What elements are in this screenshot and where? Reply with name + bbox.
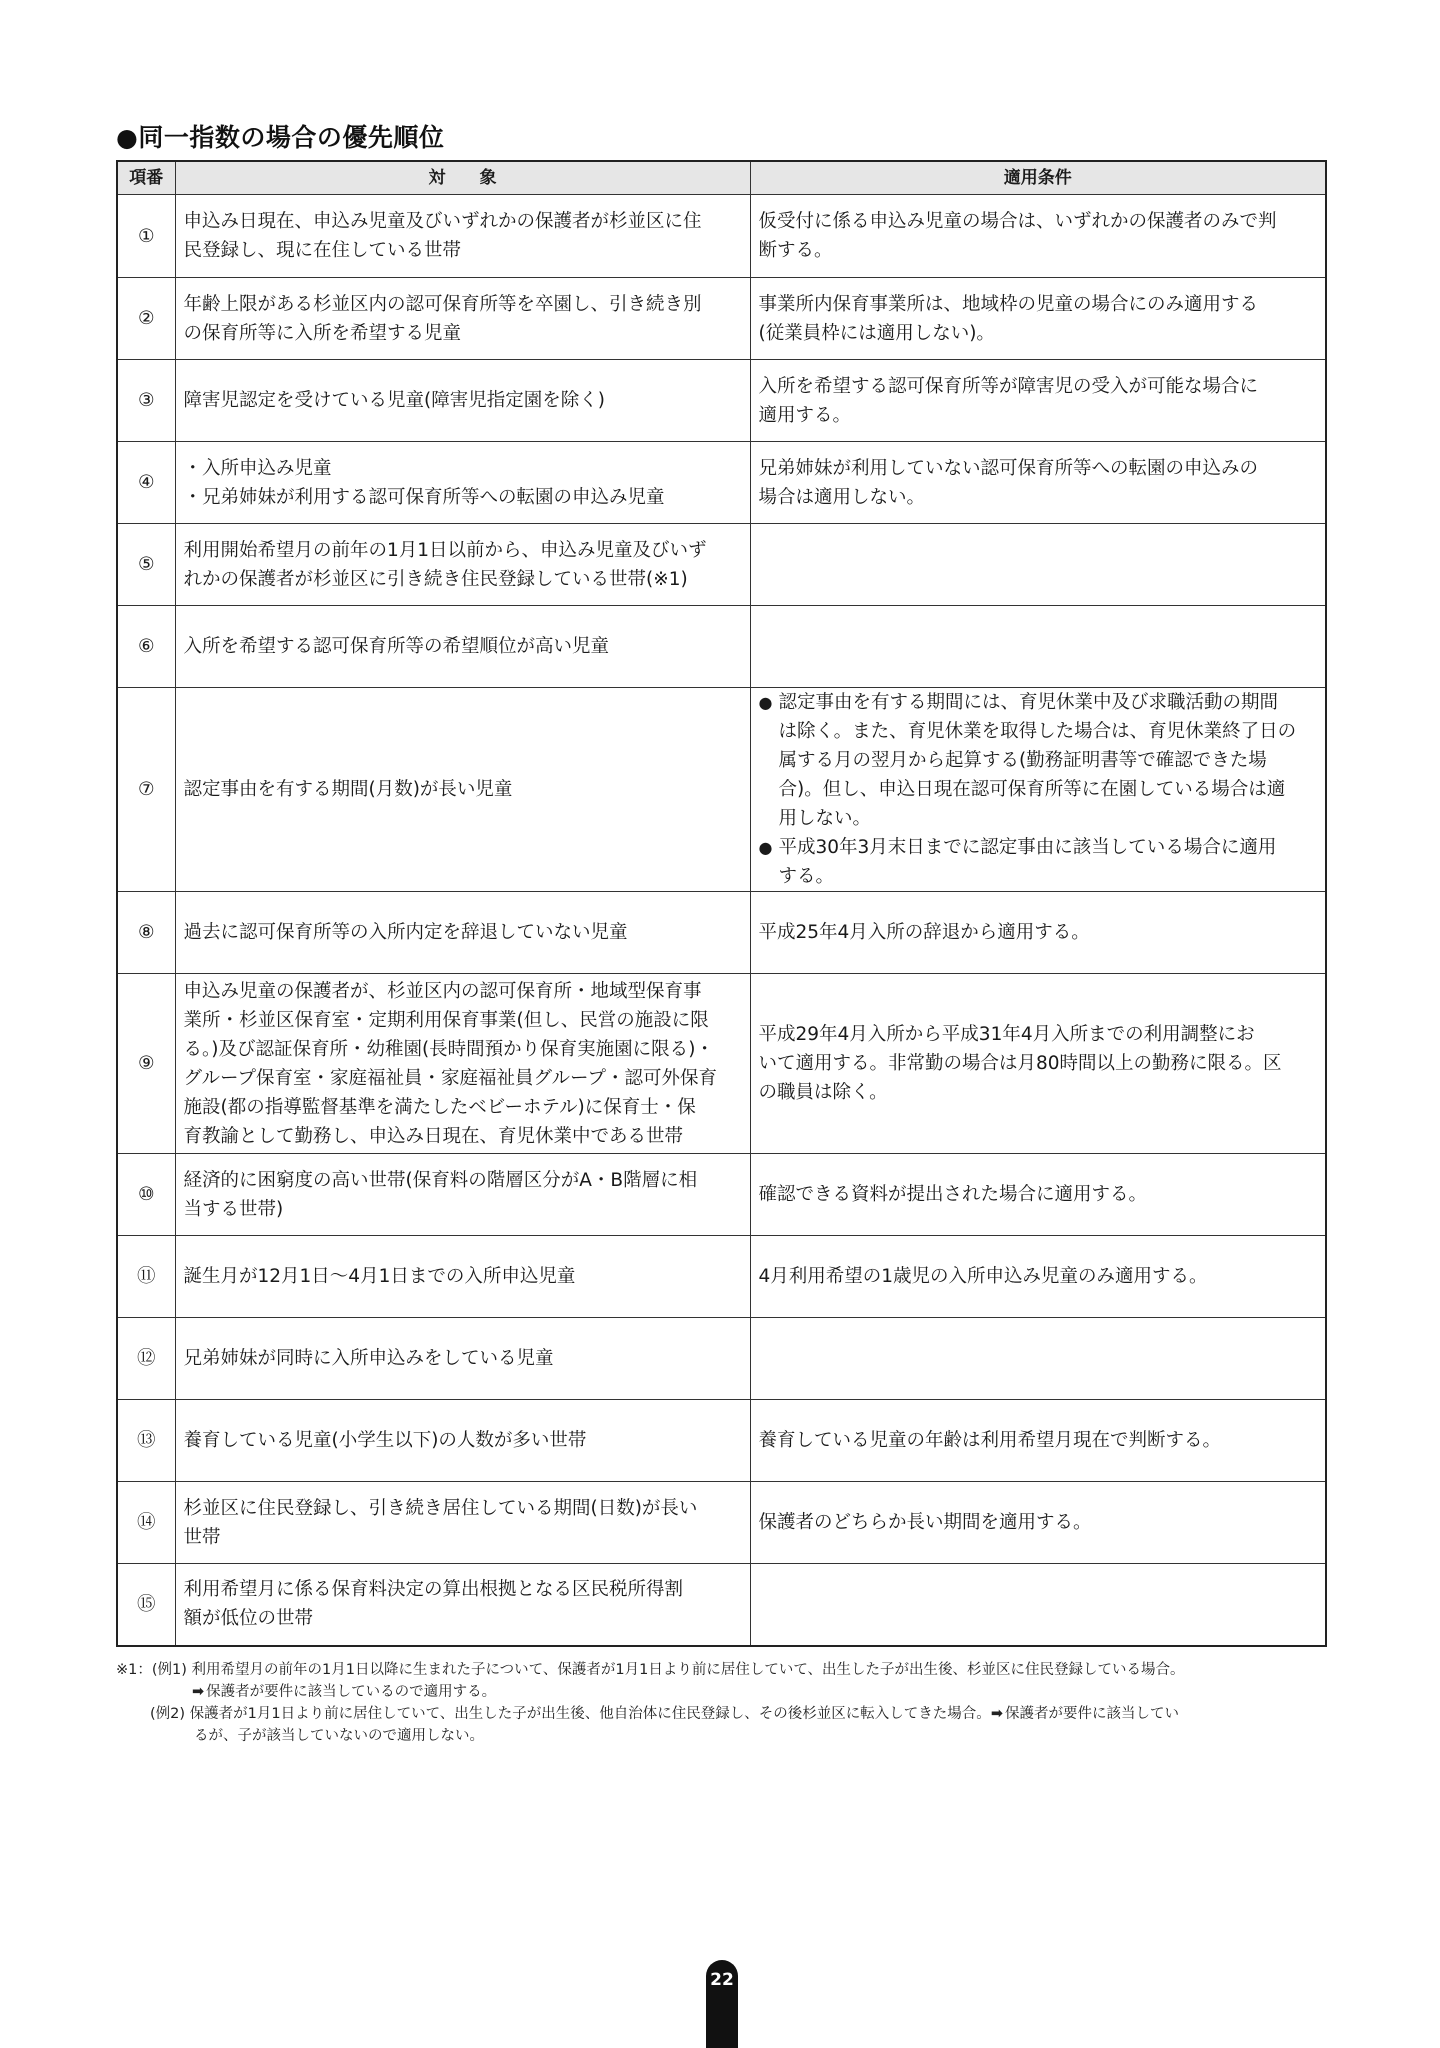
condition-cell xyxy=(750,1154,1326,1236)
cell-text-line: 養育している児童の年齢は利用希望月現在で判断する。 xyxy=(758,1430,1222,1451)
cell-text-line: 利用希望月に係る保育料決定の算出根拠となる区民税所得割 xyxy=(183,1579,684,1601)
item-number: ⑦ xyxy=(117,688,175,892)
cell-text-line: する。 xyxy=(778,866,835,887)
table-row xyxy=(117,606,1326,688)
page-title: ●同一指数の場合の優先順位 xyxy=(116,123,445,152)
table-row xyxy=(117,195,1326,278)
target-cell xyxy=(175,1482,750,1564)
cell-text-line: グループ保育室・家庭福祉員・家庭福祉員グループ・認可外保育 xyxy=(183,1067,718,1089)
cell-text-line: 申込み日現在、申込み児童及びいずれかの保護者が杉並区に住 xyxy=(183,211,702,232)
target-cell xyxy=(175,688,750,892)
item-number: ⑧ xyxy=(117,892,175,974)
condition-cell xyxy=(750,606,1326,688)
cell-text-line: 誕生月が12月1日～4月1日までの入所申込児童 xyxy=(183,1266,576,1287)
cell-text-line: 仮受付に係る申込み児童の場合は、いずれかの保護者のみで判 xyxy=(758,211,1277,232)
cell-text-line: 事業所内保育事業所は、地域枠の児童の場合にのみ適用する xyxy=(758,293,1259,315)
target-cell xyxy=(175,606,750,688)
cell-text-line: 業所・杉並区保育室・定期利用保育事業(但し、民営の施設に限 xyxy=(183,1009,709,1031)
cell-text-line: 養育している児童(小学生以下)の人数が多い世帯 xyxy=(183,1430,587,1451)
cell-text-line: 経済的に困窮度の高い世帯(保育料の階層区分がA・B階層に相 xyxy=(183,1169,698,1191)
cell-text-line: 杉並区に住民登録し、引き続き居住している期間(日数)が長い xyxy=(183,1497,698,1519)
header-condition: 適用条件 xyxy=(750,161,1326,195)
cell-text-line: の職員は除く。 xyxy=(758,1082,888,1103)
target-cell xyxy=(175,892,750,974)
cell-text-line: 育教諭として勤務し、申込み日現在、育児休業中である世帯 xyxy=(183,1125,684,1147)
cell-text-line: 属する月の翌月から起算する(勤務証明書等で確認できた場 xyxy=(778,750,1267,771)
cell-text-line: る。)及び認証保育所・幼稚園(長時間預かり保育実施園に限る)・ xyxy=(183,1038,714,1060)
target-cell xyxy=(175,1318,750,1400)
item-number: ⑥ xyxy=(117,606,175,688)
cell-text-line: 合)。但し、申込日現在認可保育所等に在園している場合は適 xyxy=(778,779,1286,800)
condition-cell xyxy=(750,195,1326,278)
arrow-right-icon: ➡ xyxy=(990,1706,1003,1722)
cell-text-line: 入所を希望する認可保育所等が障害児の受入が可能な場合に xyxy=(758,375,1259,397)
footnote-example-2 xyxy=(116,1703,1336,1725)
cell-text-line: 兄弟姉妹が同時に入所申込みをしている児童 xyxy=(183,1348,554,1369)
cell-text-line: 当する世帯) xyxy=(183,1198,284,1220)
condition-cell xyxy=(750,892,1326,974)
cell-text-line: 兄弟姉妹が利用していない認可保育所等への転園の申込みの xyxy=(758,457,1259,479)
item-number: ④ xyxy=(117,442,175,524)
item-number: ② xyxy=(117,278,175,360)
footnote-text: (例2) 保護者が1月1日より前に居住していて、出生した子が出生後、他自治体に住民登録し、その後杉並区に転入してきた場合。 xyxy=(150,1706,991,1722)
cell-text-line: いて適用する。非常勤の場合は月80時間以上の勤務に限る。区 xyxy=(758,1053,1282,1074)
cell-text-line: 民登録し、現に在住している世帯 xyxy=(183,240,462,261)
table-row xyxy=(117,892,1326,974)
cell-text-line: 平成25年4月入所の辞退から適用する。 xyxy=(758,922,1090,943)
condition-cell xyxy=(750,1236,1326,1318)
condition-bullet-item xyxy=(759,688,1318,833)
condition-cell xyxy=(750,278,1326,360)
priority-table xyxy=(116,160,1327,1647)
item-number: ③ xyxy=(117,360,175,442)
cell-text-line: 年齢上限がある杉並区内の認可保育所等を卒園し、引き続き別 xyxy=(183,293,702,315)
cell-text-line: 過去に認可保育所等の入所内定を辞退していない児童 xyxy=(183,922,628,943)
item-number: ⑬ xyxy=(117,1400,175,1482)
cell-text-line: 利用開始希望月の前年の1月1日以前から、申込み児童及びいず xyxy=(183,539,707,561)
target-cell xyxy=(175,1564,750,1646)
cell-text-line: 平成29年4月入所から平成31年4月入所までの利用調整にお xyxy=(758,1024,1255,1045)
condition-cell xyxy=(750,1482,1326,1564)
condition-cell xyxy=(750,360,1326,442)
table-row xyxy=(117,1482,1326,1564)
table-row xyxy=(117,1564,1326,1646)
target-cell xyxy=(175,195,750,278)
table-row xyxy=(117,442,1326,524)
condition-bullet-item xyxy=(759,833,1318,891)
target-cell xyxy=(175,442,750,524)
cell-text-line: ・兄弟姉妹が利用する認可保育所等への転園の申込み児童 xyxy=(183,486,665,508)
target-cell xyxy=(175,1400,750,1482)
cell-text-line: 保護者のどちらか長い期間を適用する。 xyxy=(758,1512,1092,1533)
table-row xyxy=(117,1154,1326,1236)
item-number: ⑫ xyxy=(117,1318,175,1400)
bullet-icon: ● xyxy=(758,693,773,712)
item-number: ⑤ xyxy=(117,524,175,606)
item-number: ⑭ xyxy=(117,1482,175,1564)
cell-text-line: (従業員枠には適用しない)。 xyxy=(758,322,995,344)
cell-text-line: 平成30年3月末日までに認定事由に該当している場合に適用 xyxy=(778,837,1277,858)
item-number: ① xyxy=(117,195,175,278)
page-number-tab xyxy=(706,1960,738,2048)
cell-text-line: 申込み児童の保護者が、杉並区内の認可保育所・地域型保育事 xyxy=(183,980,702,1002)
cell-text-line: 用しない。 xyxy=(778,808,872,829)
cell-text-line: 世帯 xyxy=(183,1526,221,1548)
cell-text-line: 入所を希望する認可保育所等の希望順位が高い児童 xyxy=(183,636,610,657)
footnote-example-1-result xyxy=(116,1681,1336,1703)
cell-text-line: 確認できる資料が提出された場合に適用する。 xyxy=(758,1184,1148,1205)
cell-text-line: れかの保護者が杉並区に引き続き住民登録している世帯(※1) xyxy=(183,568,688,590)
item-number: ⑩ xyxy=(117,1154,175,1236)
cell-text-line: 4月利用希望の1歳児の入所申込み児童のみ適用する。 xyxy=(758,1266,1208,1287)
condition-cell xyxy=(750,1400,1326,1482)
cell-text-line: 認定事由を有する期間には、育児休業中及び求職活動の期間 xyxy=(778,692,1279,713)
table-row xyxy=(117,688,1326,892)
arrow-right-icon: ➡ xyxy=(192,1684,205,1700)
item-number: ⑪ xyxy=(117,1236,175,1318)
target-cell xyxy=(175,360,750,442)
table-row xyxy=(117,1400,1326,1482)
item-number: ⑮ xyxy=(117,1564,175,1646)
condition-cell xyxy=(750,974,1326,1154)
header-target: 対 象 xyxy=(175,161,750,195)
condition-cell xyxy=(750,1564,1326,1646)
footnote-text: 保護者が要件に該当してい xyxy=(1004,1706,1179,1722)
cell-text-line: 場合は適用しない。 xyxy=(758,486,926,508)
table-row xyxy=(117,974,1326,1154)
condition-cell xyxy=(750,688,1326,892)
footnote-text: 保護者が要件に該当しているので適用する。 xyxy=(206,1684,497,1700)
target-cell xyxy=(175,974,750,1154)
cell-text-line: 障害児認定を受けている児童(障害児指定園を除く) xyxy=(183,390,605,411)
item-number: ⑨ xyxy=(117,974,175,1154)
cell-text-line: ・入所申込み児童 xyxy=(183,457,332,479)
target-cell xyxy=(175,278,750,360)
condition-cell xyxy=(750,442,1326,524)
cell-text-line: 適用する。 xyxy=(758,404,852,426)
condition-cell xyxy=(750,1318,1326,1400)
target-cell xyxy=(175,1154,750,1236)
header-no: 項番 xyxy=(117,161,175,195)
target-cell xyxy=(175,1236,750,1318)
cell-text-line: 施設(都の指導監督基準を満たしたベビーホテル)に保育士・保 xyxy=(183,1096,696,1118)
table-row xyxy=(117,524,1326,606)
cell-text-line: の保育所等に入所を希望する児童 xyxy=(183,322,462,344)
page-number: 22 xyxy=(710,1970,734,1990)
footnote-example-2-continued: るが、子が該当していないので適用しない。 xyxy=(194,1728,484,1744)
bullet-icon: ● xyxy=(758,838,773,857)
table-row xyxy=(117,278,1326,360)
cell-text-line: 断する。 xyxy=(758,240,833,261)
table-header-row xyxy=(117,161,1326,195)
table-row xyxy=(117,360,1326,442)
condition-cell xyxy=(750,524,1326,606)
target-cell xyxy=(175,524,750,606)
table-row xyxy=(117,1318,1326,1400)
cell-text-line: は除く。また、育児休業を取得した場合は、育児休業終了日の xyxy=(778,721,1297,742)
table-row xyxy=(117,1236,1326,1318)
cell-text-line: 額が低位の世帯 xyxy=(183,1608,314,1630)
cell-text-line: 認定事由を有する期間(月数)が長い児童 xyxy=(183,779,513,800)
footnote-example-1: ※1：(例1) 利用希望月の前年の1月1日以降に生まれた子について、保護者が1月1日より前に居住していて、出生した子が出生後、杉並区に住民登録している場合。 xyxy=(116,1662,1185,1678)
footnotes xyxy=(116,1659,1336,1747)
